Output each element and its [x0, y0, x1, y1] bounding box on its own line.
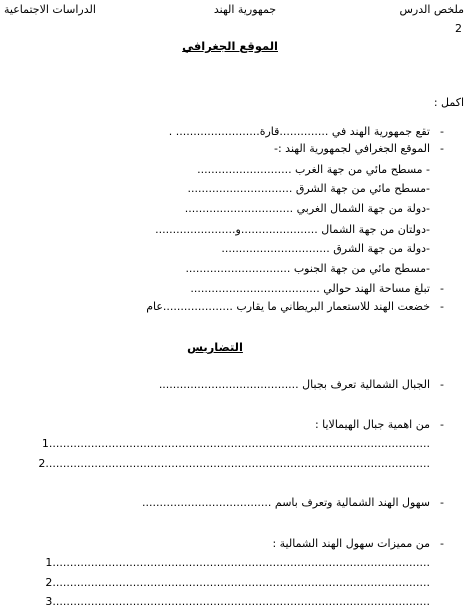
- bullet: -: [440, 378, 444, 391]
- header-grade: 2: [455, 22, 462, 35]
- question-line: الجبال الشمالية تعرف بجبال ........................................: [158, 378, 430, 391]
- subitem-line: -دولة من جهة الشمال الغربي ...............................: [184, 202, 430, 215]
- instruction-complete: اكمل :: [433, 96, 464, 109]
- bullet: -: [440, 496, 444, 509]
- answer-line: 2............................................................................................................: [45, 576, 430, 589]
- answer-line: 1............................................................................................................: [45, 556, 430, 569]
- bullet: -: [440, 537, 444, 550]
- question-line: سهول الهند الشمالية وتعرف باسم .....................................: [142, 496, 430, 509]
- bullet: -: [440, 418, 444, 431]
- section-title-location: الموقع الجغرافي: [182, 39, 278, 53]
- subitem-line: - مسطح مائي من جهة الغرب ...........................: [197, 163, 430, 176]
- answer-line: 3............................................................................................................: [45, 595, 430, 608]
- subitem-line: -مسطح مائي من جهة الجنوب ..............................: [185, 262, 430, 275]
- question-line: تقع جمهورية الهند في ..............قارة........................ .: [168, 125, 430, 138]
- bullet: -: [440, 282, 444, 295]
- header-summary: ملخص الدرس: [399, 3, 464, 16]
- bullet: -: [440, 142, 444, 155]
- subitem-line: -دولة من جهة الشرق ...............................: [221, 242, 430, 255]
- question-line: تبلغ مساحة الهند حوالي .....................................: [190, 282, 430, 295]
- section-title-terrain: التضاريس: [187, 340, 243, 354]
- header-topic: جمهورية الهند: [213, 3, 277, 16]
- question-line: من مميزات سهول الهند الشمالية :: [272, 537, 430, 550]
- answer-line: 1.............................................................................................................: [41, 437, 430, 450]
- bullet: -: [440, 125, 444, 138]
- subitem-line: -مسطح مائي من جهة الشرق ..............................: [187, 182, 430, 195]
- header-subject: الدراسات الاجتماعية: [4, 3, 96, 16]
- question-line: من اهمية جبال الهيمالايا :: [314, 418, 430, 431]
- subitem-line: -دولتان من جهة الشمال ......................و.......................: [155, 223, 430, 236]
- answer-line: 2..............................................................................................................: [38, 457, 430, 470]
- question-line: خضعت الهند للاستعمار البريطاني ما يقارب ....................عام: [146, 300, 430, 313]
- question-line: الموقع الجغرافي لجمهورية الهند :-: [274, 142, 430, 155]
- bullet: -: [440, 300, 444, 313]
